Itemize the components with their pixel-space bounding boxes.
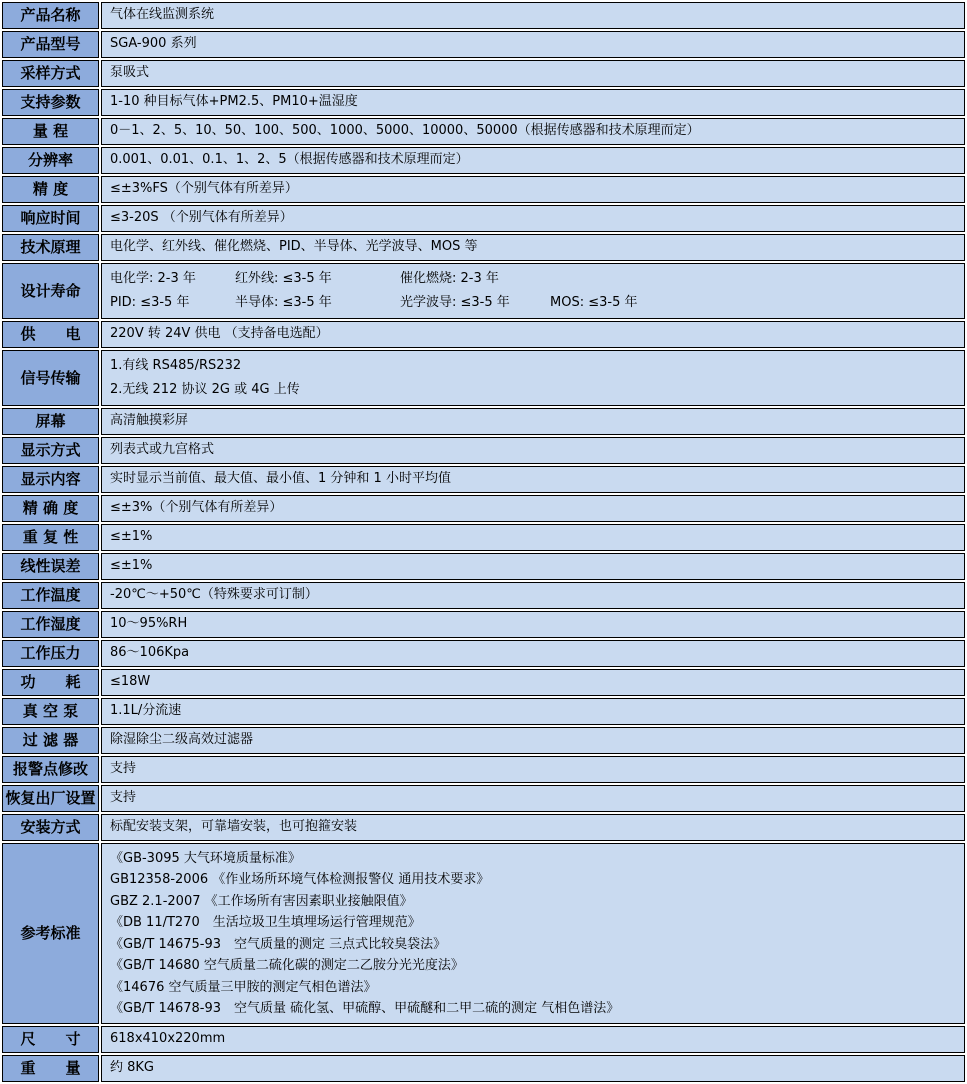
spec-label-display-mode: 显示方式 — [2, 437, 99, 464]
table-row — [2, 31, 965, 58]
table-row — [2, 321, 965, 348]
spec-value-alarm-point-modification: 支持 — [101, 756, 965, 783]
lifetime-item: MOS: ≤3-5 年 — [550, 295, 638, 310]
spec-value-reference-standards — [101, 843, 965, 1024]
value-line: 《GB/T 14680 空气质量二硫化碳的测定二乙胺分光光度法》 — [110, 958, 464, 973]
lifetime-item: 催化燃烧: 2-3 年 — [400, 271, 499, 286]
spec-value-sampling-method: 泵吸式 — [101, 60, 965, 87]
spec-label-working-temperature: 工作温度 — [2, 582, 99, 609]
spec-value-measuring-range: 0－1、2、5、10、50、100、500、1000、5000、10000、50000（根据传感器和技术原理而定） — [101, 118, 965, 145]
table-row — [2, 524, 965, 551]
spec-value-power-consumption: ≤18W — [101, 669, 965, 696]
spec-value-display-mode: 列表式或九宫格式 — [101, 437, 965, 464]
spec-label-power-supply: 供 电 — [2, 321, 99, 348]
value-line: 2.无线 212 协议 2G 或 4G 上传 — [110, 382, 300, 397]
table-row — [2, 234, 965, 261]
spec-label-resolution: 分辨率 — [2, 147, 99, 174]
spec-label-accuracy: 精 度 — [2, 176, 99, 203]
table-row — [2, 669, 965, 696]
table-row — [2, 756, 965, 783]
spec-value-supported-parameters: 1-10 种目标气体+PM2.5、PM10+温湿度 — [101, 89, 965, 116]
spec-value-product-model: SGA-900 系列 — [101, 31, 965, 58]
table-row — [2, 814, 965, 841]
spec-value-precision: ≤±3%（个别气体有所差异） — [101, 495, 965, 522]
lifetime-item: 半导体: ≤3-5 年 — [235, 295, 332, 310]
table-row — [2, 263, 965, 319]
table-row — [2, 495, 965, 522]
value-line: 《GB/T 14675-93 空气质量的测定 三点式比较臭袋法》 — [110, 936, 447, 952]
spec-value-weight: 约 8KG — [101, 1055, 965, 1082]
table-row — [2, 466, 965, 493]
lifetime-item: 电化学: 2-3 年 — [110, 271, 196, 286]
spec-label-signal-transmission: 信号传输 — [2, 350, 99, 406]
table-row — [2, 698, 965, 725]
table-row — [2, 60, 965, 87]
spec-table-body — [2, 2, 965, 1082]
spec-label-reference-standards: 参考标准 — [2, 843, 99, 1024]
spec-label-vacuum-pump: 真 空 泵 — [2, 698, 99, 725]
spec-value-dimensions: 618x410x220mm — [101, 1026, 965, 1053]
value-line: 《DB 11/T270 生活垃圾卫生填埋场运行管理规范》 — [110, 915, 421, 930]
spec-label-working-humidity: 工作湿度 — [2, 611, 99, 638]
spec-value-filter: 除湿除尘二级高效过滤器 — [101, 727, 965, 754]
spec-label-screen: 屏幕 — [2, 408, 99, 435]
spec-label-measuring-range: 量 程 — [2, 118, 99, 145]
spec-value-signal-transmission — [101, 350, 965, 406]
lifetime-line — [110, 291, 960, 315]
table-row — [2, 785, 965, 812]
table-row — [2, 147, 965, 174]
spec-label-repeatability: 重 复 性 — [2, 524, 99, 551]
table-row — [2, 553, 965, 580]
table-row — [2, 89, 965, 116]
value-line: 《GB-3095 大气环境质量标准》 — [110, 850, 301, 866]
lifetime-item: PID: ≤3-5 年 — [110, 295, 190, 310]
spec-value-factory-reset: 支持 — [101, 785, 965, 812]
spec-label-filter: 过 滤 器 — [2, 727, 99, 754]
table-row — [2, 582, 965, 609]
spec-label-response-time: 响应时间 — [2, 205, 99, 232]
spec-label-factory-reset: 恢复出厂设置 — [2, 785, 99, 812]
spec-value-accuracy: ≤±3%FS（个别气体有所差异） — [101, 176, 965, 203]
value-line: 1.有线 RS485/RS232 — [110, 358, 242, 373]
spec-label-dimensions: 尺 寸 — [2, 1026, 99, 1053]
table-row — [2, 611, 965, 638]
spec-value-display-content: 实时显示当前值、最大值、最小值、1 分钟和 1 小时平均值 — [101, 466, 965, 493]
spec-label-alarm-point-modification: 报警点修改 — [2, 756, 99, 783]
lifetime-item: 光学波导: ≤3-5 年 — [400, 295, 510, 310]
table-row — [2, 118, 965, 145]
spec-value-repeatability: ≤±1% — [101, 524, 965, 551]
lifetime-item: 红外线: ≤3-5 年 — [235, 271, 332, 286]
table-row — [2, 408, 965, 435]
spec-label-installation-method: 安装方式 — [2, 814, 99, 841]
spec-value-working-humidity: 10～95%RH — [101, 611, 965, 638]
table-row — [2, 843, 965, 1024]
value-line: 《GB/T 14678-93 空气质量 硫化氢、甲硫醇、甲硫醚和二甲二硫的测定 气相色谱法》 — [110, 1001, 620, 1016]
value-line: GBZ 2.1-2007 《工作场所有害因素职业接触限值》 — [110, 893, 413, 909]
spec-value-screen: 高清触摸彩屏 — [101, 408, 965, 435]
spec-label-sampling-method: 采样方式 — [2, 60, 99, 87]
spec-label-product-model: 产品型号 — [2, 31, 99, 58]
spec-label-precision: 精 确 度 — [2, 495, 99, 522]
spec-value-vacuum-pump: 1.1L/分流速 — [101, 698, 965, 725]
table-row — [2, 640, 965, 667]
spec-value-working-pressure: 86～106Kpa — [101, 640, 965, 667]
value-line: GB12358-2006 《作业场所环境气体检测报警仪 通用技术要求》 — [110, 872, 490, 887]
spec-value-working-temperature: -20℃～+50℃（特殊要求可订制） — [101, 582, 965, 609]
table-row — [2, 205, 965, 232]
spec-label-working-pressure: 工作压力 — [2, 640, 99, 667]
lifetime-line — [110, 267, 960, 291]
spec-value-product-name: 气体在线监测系统 — [101, 2, 965, 29]
spec-label-power-consumption: 功 耗 — [2, 669, 99, 696]
spec-value-power-supply: 220V 转 24V 供电 （支持备电选配） — [101, 321, 965, 348]
spec-value-installation-method: 标配安装支架，可靠墙安装，也可抱箍安装 — [101, 814, 965, 841]
value-line: 《14676 空气质量三甲胺的测定气相色谱法》 — [110, 979, 377, 995]
table-row — [2, 727, 965, 754]
spec-label-product-name: 产品名称 — [2, 2, 99, 29]
table-row — [2, 350, 965, 406]
spec-value-linearity-error: ≤±1% — [101, 553, 965, 580]
spec-label-display-content: 显示内容 — [2, 466, 99, 493]
spec-label-linearity-error: 线性误差 — [2, 553, 99, 580]
table-row — [2, 1055, 965, 1082]
spec-value-resolution: 0.001、0.01、0.1、1、2、5（根据传感器和技术原理而定） — [101, 147, 965, 174]
table-row — [2, 437, 965, 464]
spec-value-response-time: ≤3-20S （个别气体有所差异） — [101, 205, 965, 232]
spec-value-design-life — [101, 263, 965, 319]
table-row — [2, 176, 965, 203]
table-row — [2, 1026, 965, 1053]
spec-label-design-life: 设计寿命 — [2, 263, 99, 319]
spec-label-technical-principle: 技术原理 — [2, 234, 99, 261]
spec-label-weight: 重 量 — [2, 1055, 99, 1082]
table-row — [2, 2, 965, 29]
spec-label-supported-parameters: 支持参数 — [2, 89, 99, 116]
spec-value-technical-principle: 电化学、红外线、催化燃烧、PID、半导体、光学波导、MOS 等 — [101, 234, 965, 261]
